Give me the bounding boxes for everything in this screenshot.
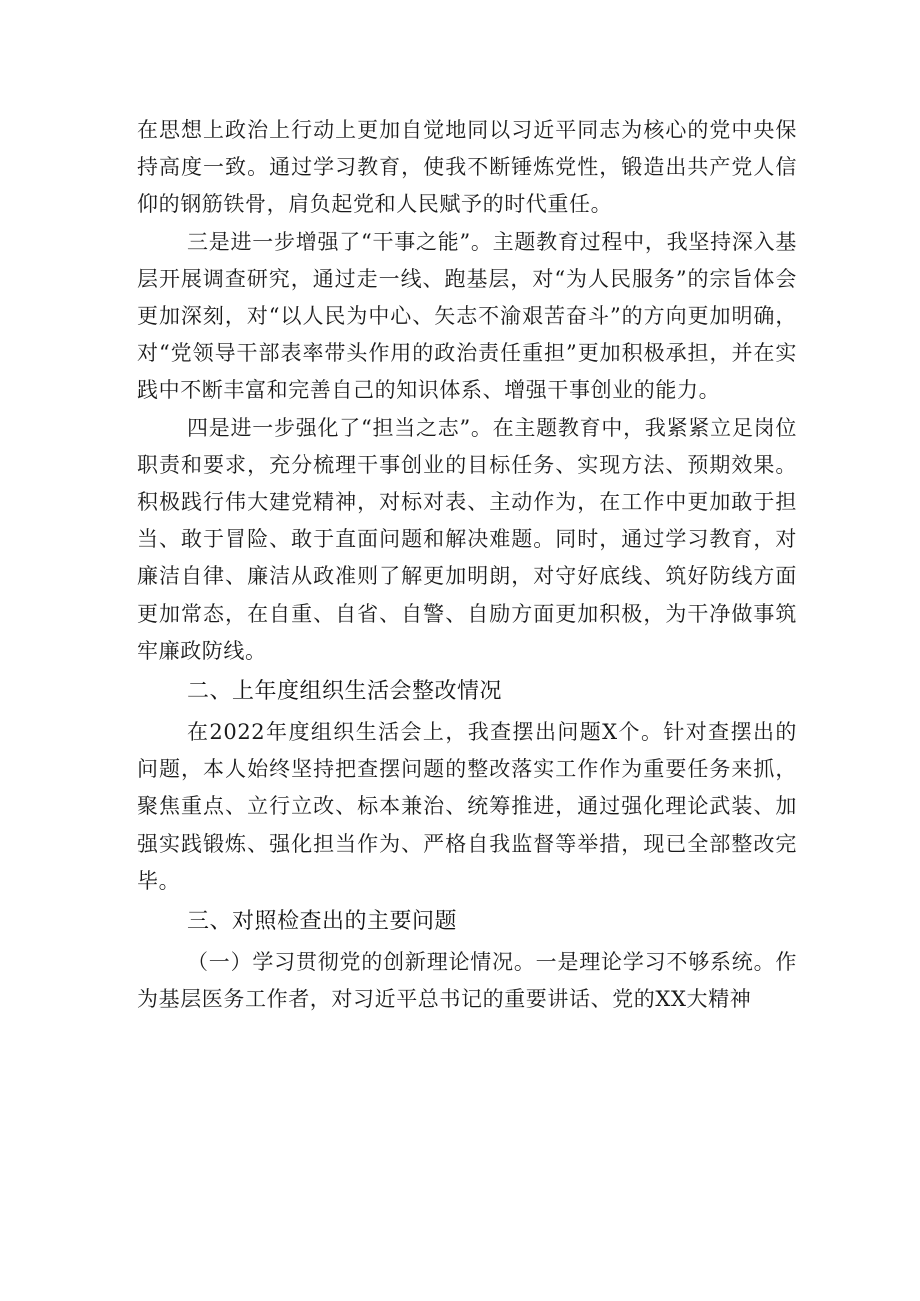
paragraph-rectification: 在2022年度组织生活会上，我查摆出问题X个。针对查摆出的问题，本人始终坚持把查摆问题的整改落实工作作为重要任务来抓，聚焦重点、立行立改、标本兼治、统筹推进，通过强化理论武装、加强实践锻炼、强化担当作为、严格自我监督等举措，现已全部整改完毕。	[137, 720, 797, 893]
section-heading-rectification: 二、上年度组织生活会整改情况	[187, 679, 503, 705]
paragraph-theory-study: （一）学习贯彻党的创新理论情况。一是理论学习不够系统。作为基层医务工作者，对习近平总书记的重要讲话、党的XX大精神	[137, 950, 797, 1012]
paragraph-continuation: 在思想上政治上行动上更加自觉地同以习近平同志为核心的党中央保持高度一致。通过学习教育，使我不断锤炼党性，锻造出共产党人信仰的钢筋铁骨，肩负起党和人民赋予的时代重任。	[137, 118, 797, 217]
section-heading-main-problems: 三、对照检查出的主要问题	[187, 909, 458, 935]
paragraph-responsibility: 四是进一步强化了“担当之志”。在主题教育中，我紧紧立足岗位职责和要求，充分梳理干事创业的目标任务、实现方法、预期效果。积极践行伟大建党精神，对标对表、主动作为，在工作中更加敢于担当、敢于冒险、敢于直面问题和解决难题。同时，通过学习教育，对廉洁自律、廉洁从政准则了解更加明朗，对守好底线、筑好防线方面更加常态，在自重、自省、自警、自励方面更加积极，为干净做事筑牢廉政防线。	[137, 415, 797, 663]
paragraph-ability: 三是进一步增强了“干事之能”。主题教育过程中，我坚持深入基层开展调查研究，通过走一线、跑基层，对“为人民服务”的宗旨体会更加深刻，对“以人民为中心、矢志不渝艰苦奋斗”的方向更加明确，对“党领导干部表率带头作用的政治责任重担”更加积极承担，并在实践中不断丰富和完善自己的知识体系、增强干事创业的能力。	[137, 229, 797, 403]
document-body	[137, 112, 797, 1018]
